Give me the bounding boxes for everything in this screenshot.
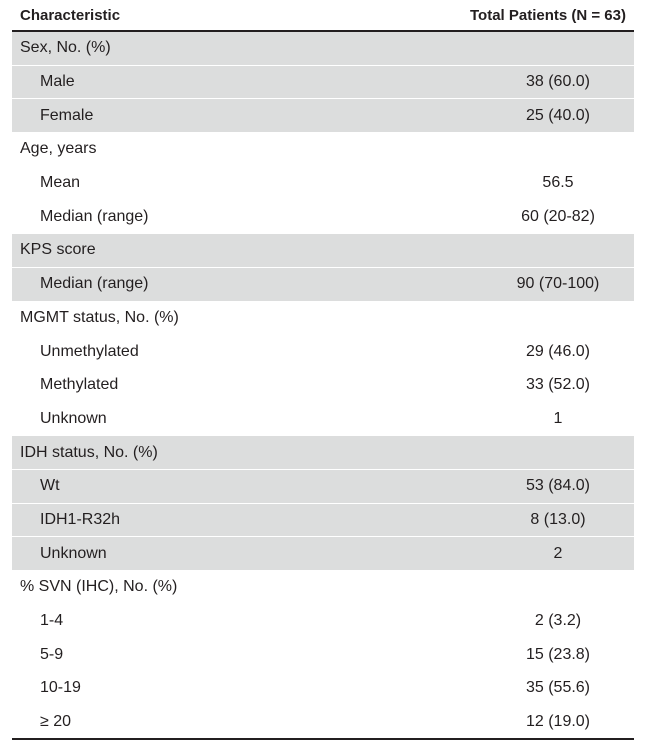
row-value: 29 (46.0): [402, 335, 634, 369]
row-value: 25 (40.0): [402, 99, 634, 133]
section-row: [12, 436, 634, 470]
row-label: Unknown: [12, 537, 402, 571]
row-label: Median (range): [12, 267, 402, 301]
row-value: 35 (55.6): [402, 672, 634, 706]
row-value: 8 (13.0): [402, 503, 634, 537]
table-row: [12, 368, 634, 402]
header-total-patients: Total Patients (N = 63): [469, 6, 626, 24]
row-value: 56.5: [402, 166, 634, 200]
row-value: 33 (52.0): [402, 368, 634, 402]
table-row: [12, 537, 634, 571]
row-value: 60 (20-82): [402, 200, 634, 234]
row-label: 5-9: [12, 638, 402, 672]
table-row: [12, 402, 634, 436]
row-label: Unknown: [12, 402, 402, 436]
row-label: ≥ 20: [12, 705, 402, 739]
row-value: 2: [402, 537, 634, 571]
table-header-row: [12, 0, 634, 31]
row-label: Wt: [12, 469, 402, 503]
row-label: Unmethylated: [12, 335, 402, 369]
table-body: [12, 31, 634, 739]
row-label: IDH1-R32h: [12, 503, 402, 537]
row-value: [402, 436, 634, 470]
table-row: [12, 335, 634, 369]
table-row: [12, 267, 634, 301]
row-value: [402, 31, 634, 65]
section-label: % SVN (IHC), No. (%): [12, 571, 402, 605]
table-row: [12, 503, 634, 537]
table-row: [12, 99, 634, 133]
row-label: Female: [12, 99, 402, 133]
row-value: [402, 234, 634, 268]
section-label: KPS score: [12, 234, 402, 268]
section-label: MGMT status, No. (%): [12, 301, 402, 335]
table-row: [12, 469, 634, 503]
row-value: [402, 133, 634, 167]
row-label: 10-19: [12, 672, 402, 706]
row-label: Mean: [12, 166, 402, 200]
row-value: 15 (23.8): [402, 638, 634, 672]
section-row: [12, 133, 634, 167]
section-row: [12, 571, 634, 605]
row-value: 38 (60.0): [402, 65, 634, 99]
row-value: 53 (84.0): [402, 469, 634, 503]
row-label: 1-4: [12, 604, 402, 638]
section-label: IDH status, No. (%): [12, 436, 402, 470]
table-row: [12, 604, 634, 638]
characteristics-table: [12, 0, 634, 740]
section-label: Age, years: [12, 133, 402, 167]
row-label: Median (range): [12, 200, 402, 234]
characteristics-table-container: [12, 0, 634, 740]
row-value: [402, 301, 634, 335]
row-value: 90 (70-100): [402, 267, 634, 301]
header-characteristic: Characteristic: [20, 6, 121, 24]
row-value: 12 (19.0): [402, 705, 634, 739]
table-row: [12, 65, 634, 99]
table-row: [12, 638, 634, 672]
table-row: [12, 200, 634, 234]
section-label: Sex, No. (%): [12, 31, 402, 65]
table-row: [12, 672, 634, 706]
row-value: [402, 571, 634, 605]
section-row: [12, 31, 634, 65]
row-label: Methylated: [12, 368, 402, 402]
table-row: [12, 166, 634, 200]
row-value: 2 (3.2): [402, 604, 634, 638]
row-value: 1: [402, 402, 634, 436]
section-row: [12, 301, 634, 335]
table-row: [12, 705, 634, 739]
section-row: [12, 234, 634, 268]
row-label: Male: [12, 65, 402, 99]
